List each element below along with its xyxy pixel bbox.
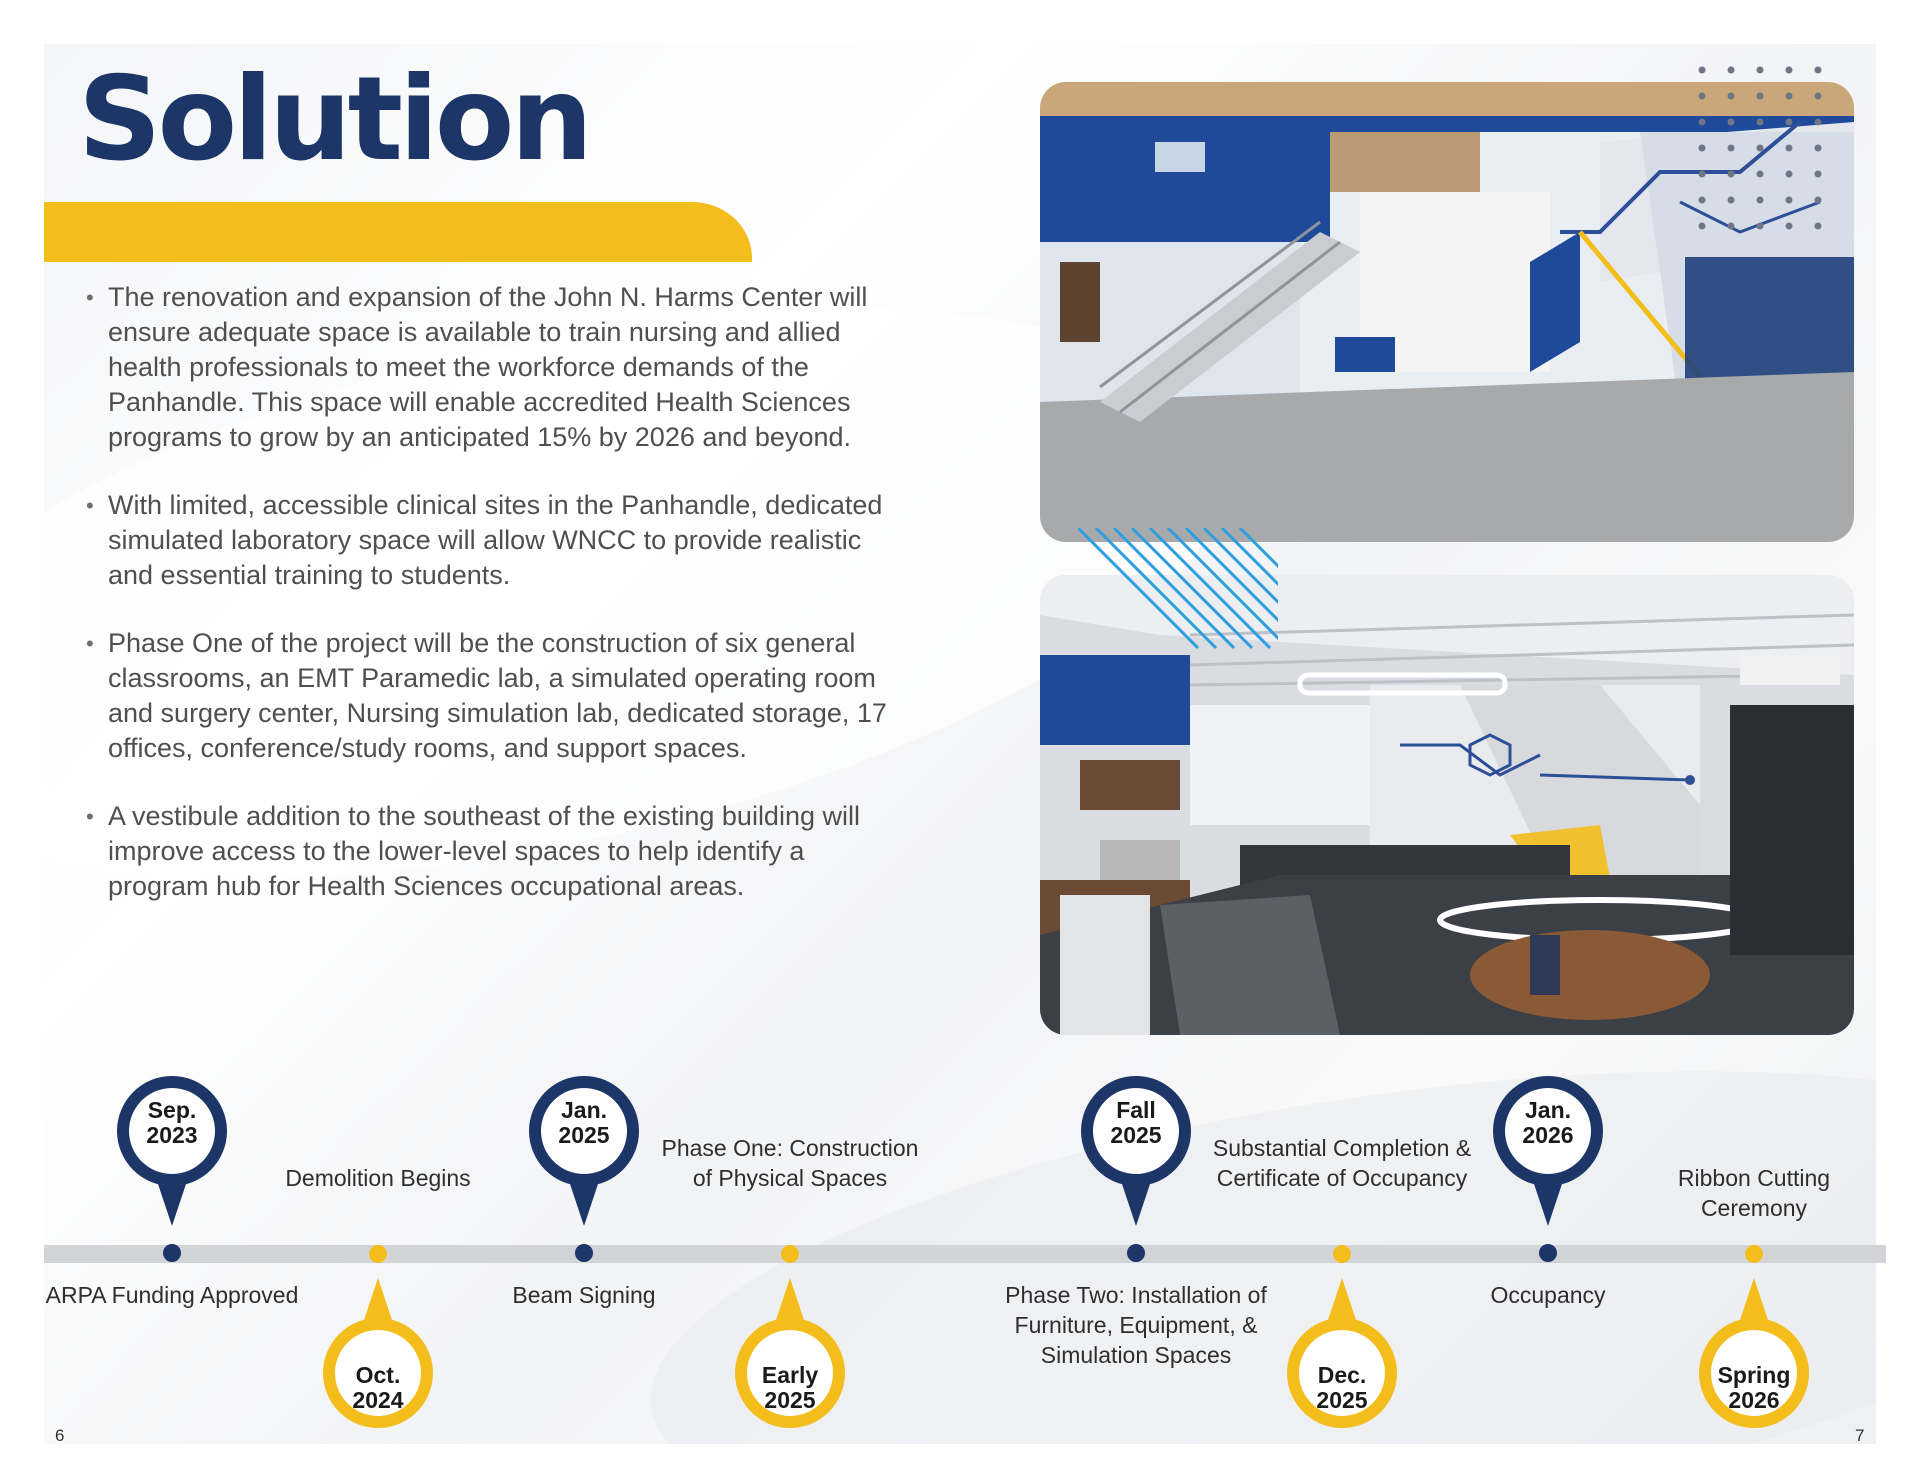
decorative-dot [1757, 197, 1764, 204]
decorative-stripes [1078, 528, 1278, 733]
timeline-event-label: Phase Two: Installation of Furniture, Equipment, & Simulation Spaces [1005, 1282, 1267, 1368]
timeline-pin [1699, 1278, 1809, 1428]
decorative-dot [1786, 67, 1793, 74]
bullet-text: A vestibule addition to the southeast of the existing building will improve access to the lower-level spaces to help identify a program hub for Health Sciences occupational areas. [108, 801, 860, 901]
timeline-date-year: 2026 [1728, 1387, 1780, 1413]
decorative-dot [1728, 197, 1735, 204]
decorative-dot [1815, 93, 1822, 100]
decorative-dot [1757, 223, 1764, 230]
timeline-event-label: Demolition Begins [285, 1165, 471, 1191]
decorative-dot [1699, 67, 1706, 74]
decorative-dot [1815, 223, 1822, 230]
timeline-dot [1333, 1245, 1351, 1263]
decorative-dot [1757, 93, 1764, 100]
decorative-stripe [1096, 528, 1216, 648]
timeline-dot [781, 1245, 799, 1263]
timeline-date-period: Sep. [147, 1097, 197, 1123]
timeline-dot [575, 1244, 593, 1262]
decorative-dot [1786, 119, 1793, 126]
timeline-pin [1081, 1076, 1191, 1226]
decorative-dot [1786, 171, 1793, 178]
timeline-event-label: Substantial Completion & Certificate of Occupancy [1212, 1135, 1472, 1191]
bullet-item: • Phase One of the project will be the construction of six general classrooms, an EMT Paramedic lab, a simulated operating room and surgery center, Nursing simulation lab, dedicated storage, 17 offices, conference/study rooms, and support spaces. [86, 628, 887, 763]
decorative-dot [1757, 67, 1764, 74]
timeline-date-year: 2025 [1110, 1122, 1162, 1148]
timeline-date-period: Fall [1116, 1097, 1156, 1123]
decorative-dot [1757, 119, 1764, 126]
decorative-stripe [1150, 528, 1270, 648]
timeline-pin [323, 1278, 433, 1428]
decorative-dot [1728, 67, 1735, 74]
timeline-date-year: 2025 [1316, 1387, 1368, 1413]
timeline-dot [1745, 1245, 1763, 1263]
timeline-date [529, 1098, 639, 1148]
timeline-event-label: Occupancy [1490, 1282, 1606, 1308]
timeline-date [1493, 1098, 1603, 1148]
timeline-event-label: Phase One: Construction of Physical Spaces [661, 1135, 919, 1191]
decorative-dot [1699, 119, 1706, 126]
decorative-dot [1815, 145, 1822, 152]
timeline-event-label: Ribbon Cutting Ceremony [1677, 1165, 1831, 1221]
decorative-dot [1728, 93, 1735, 100]
bullet-list [84, 280, 904, 937]
decorative-dot [1757, 145, 1764, 152]
decorative-dot [1728, 223, 1735, 230]
page-number-right: 7 [1855, 1426, 1865, 1445]
timeline-dot [163, 1244, 181, 1262]
bullet-item: • A vestibule addition to the southeast of the existing building will improve access to the lower-level spaces to help identify a program hub for Health Sciences occupational areas. [86, 801, 860, 901]
timeline-date [1081, 1098, 1191, 1148]
timeline-event-label: Beam Signing [512, 1282, 656, 1308]
decorative-stripe [1132, 528, 1252, 648]
timeline-line [44, 1245, 1886, 1263]
timeline-date-year: 2025 [764, 1387, 816, 1413]
timeline-dot [1127, 1244, 1145, 1262]
timeline-pin [529, 1076, 639, 1226]
timeline-date-period: Jan. [1524, 1097, 1572, 1123]
decorative-dot [1757, 171, 1764, 178]
timeline-date [117, 1098, 227, 1148]
decorative-dot [1815, 171, 1822, 178]
decorative-dot [1728, 145, 1735, 152]
decorative-dot [1815, 67, 1822, 74]
timeline-pin [1493, 1076, 1603, 1226]
timeline-date-year: 2025 [558, 1122, 610, 1148]
decorative-dot [1699, 93, 1706, 100]
timeline-pin [1287, 1278, 1397, 1428]
decorative-stripe [1114, 528, 1234, 648]
timeline-date [1699, 1363, 1809, 1413]
timeline-date-period: Jan. [560, 1097, 608, 1123]
timeline-date [735, 1363, 845, 1413]
timeline-pin [117, 1076, 227, 1226]
decorative-dot [1699, 197, 1706, 204]
decorative-dot [1786, 197, 1793, 204]
decorative-dot [1728, 119, 1735, 126]
bullet-item: • The renovation and expansion of the John N. Harms Center will ensure adequate space is available to train nursing and allied health professionals to meet the workforce demands of the Panhandle. This space will enable accredited Health Sciences programs to grow by an anticipated 15% by 2026 and beyond. [86, 282, 868, 452]
timeline-dot [1539, 1244, 1557, 1262]
decorative-dot [1699, 223, 1706, 230]
decorative-dot-grid [1694, 62, 1834, 237]
timeline-pin [735, 1278, 845, 1428]
timeline-date-year: 2026 [1522, 1122, 1574, 1148]
timeline-date-year: 2024 [352, 1387, 404, 1413]
timeline-date-period: Spring [1717, 1362, 1791, 1388]
decorative-dot [1815, 119, 1822, 126]
decorative-dot [1786, 93, 1793, 100]
timeline-date-period: Dec. [1317, 1362, 1367, 1388]
decorative-dot [1786, 223, 1793, 230]
title-accent-bar [44, 202, 752, 262]
decorative-dot [1699, 171, 1706, 178]
timeline-date-period: Early [761, 1362, 819, 1388]
bullet-text: With limited, accessible clinical sites in the Panhandle, dedicated simulated laboratory space will allow WNCC to provide realistic and essential training to students. [108, 490, 883, 590]
timeline-date-year: 2023 [146, 1122, 198, 1148]
decorative-dot [1786, 145, 1793, 152]
page-title: Solution [78, 52, 590, 187]
timeline-dot [369, 1245, 387, 1263]
decorative-dot [1728, 171, 1735, 178]
timeline-date-period: Oct. [355, 1362, 401, 1388]
bullet-item: • With limited, accessible clinical sites in the Panhandle, dedicated simulated laboratory space will allow WNCC to provide realistic and essential training to students. [86, 490, 883, 590]
bullet-text: The renovation and expansion of the John N. Harms Center will ensure adequate space is available to train nursing and allied health professionals to meet the workforce demands of the Panhandle. This space will enable accredited Health Sciences programs to grow by an anticipated 15% by 2026 and beyond. [108, 282, 868, 452]
timeline-date [323, 1363, 433, 1413]
timeline-date [1287, 1363, 1397, 1413]
page-number-left: 6 [55, 1426, 65, 1445]
decorative-dot [1815, 197, 1822, 204]
timeline-event-label: ARPA Funding Approved [45, 1282, 299, 1308]
bullet-text: Phase One of the project will be the construction of six general classrooms, an EMT Paramedic lab, a simulated operating room and surgery center, Nursing simulation lab, dedicated storage, 17 offices, conference/study rooms, and support spaces. [108, 628, 887, 763]
decorative-dot [1699, 145, 1706, 152]
decorative-stripe [1078, 528, 1198, 648]
